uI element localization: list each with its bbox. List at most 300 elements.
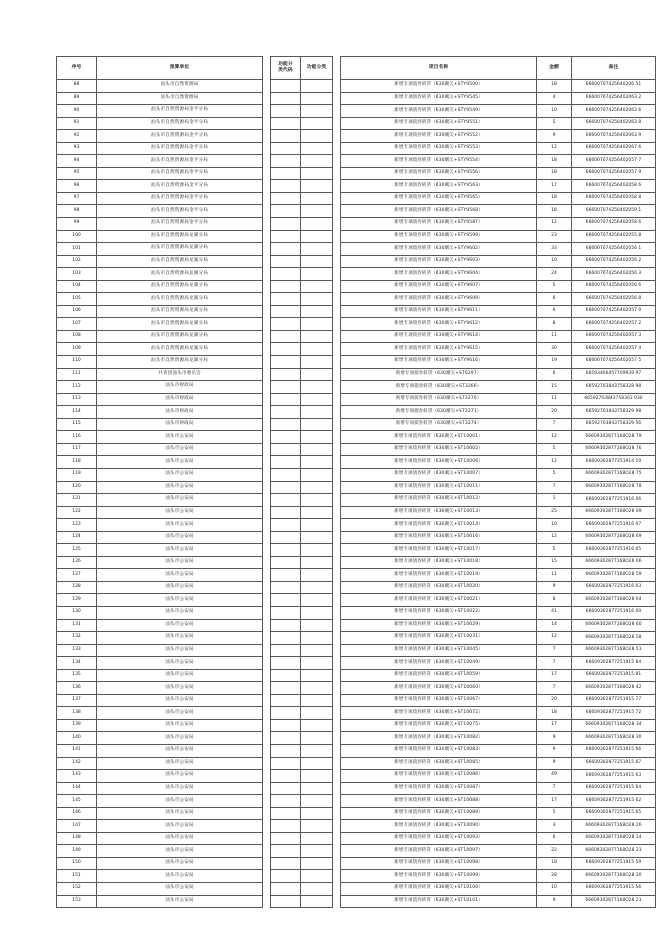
- cell-project-name: 新增专项债券转贷（630潮欠+STY9604）: [341, 268, 537, 281]
- cell-remark: 666007074256402057 3: [572, 330, 656, 343]
- header-row: [57, 57, 656, 80]
- cell-amount: 18: [537, 80, 572, 93]
- cell-gap-right: [333, 80, 341, 93]
- cell-remark: 66609302877168O28 66: [572, 556, 656, 569]
- cell-project-name: 新增专项债券转贷（630潮欠+ST3270）: [341, 393, 537, 406]
- cell-function-class: [301, 431, 333, 444]
- cell-sequence-number: 139: [57, 719, 97, 732]
- cell-function-class: [301, 857, 333, 870]
- table-row: [57, 318, 656, 331]
- cell-function-class: [301, 657, 333, 670]
- cell-remark: 66609302877251915 59: [572, 857, 656, 870]
- cell-amount: 6: [537, 832, 572, 845]
- cell-function-code: [271, 594, 301, 607]
- cell-function-class: [301, 732, 333, 745]
- table-row: [57, 795, 656, 808]
- cell-budget-unit: 汕头市公安局: [97, 431, 263, 444]
- cell-gap-left: [263, 481, 271, 494]
- cell-function-code: [271, 657, 301, 670]
- cell-amount: 10: [537, 883, 572, 896]
- cell-gap-right: [333, 519, 341, 532]
- cell-gap-right: [333, 494, 341, 507]
- cell-amount: 33: [537, 243, 572, 256]
- cell-function-class: [301, 105, 333, 118]
- cell-sequence-number: 126: [57, 556, 97, 569]
- table-row: [57, 456, 656, 469]
- cell-gap-right: [333, 368, 341, 381]
- cell-budget-unit: 汕头市公安局: [97, 795, 263, 808]
- cell-sequence-number: 92: [57, 130, 97, 143]
- cell-budget-unit: 汕头市自然资源局金平分局: [97, 180, 263, 193]
- cell-gap-left: [263, 230, 271, 243]
- cell-sequence-number: 124: [57, 531, 97, 544]
- cell-sequence-number: 136: [57, 682, 97, 695]
- cell-project-name: 新增专项债券转贷（630潮欠+ST10099）: [341, 870, 537, 883]
- cell-function-class: [301, 230, 333, 243]
- cell-gap-right: [333, 92, 341, 105]
- cell-remark: 66609302877168O28 21: [572, 895, 656, 908]
- cell-gap-left: [263, 356, 271, 369]
- cell-project-name: 新增专项债券转贷（630潮欠+ST3271）: [341, 406, 537, 419]
- cell-sequence-number: 120: [57, 481, 97, 494]
- cell-function-code: [271, 230, 301, 243]
- cell-remark: 66609302877168O28 58: [572, 632, 656, 645]
- table-row: [57, 343, 656, 356]
- cell-function-code: [271, 468, 301, 481]
- cell-gap-right: [333, 883, 341, 896]
- cell-sequence-number: 135: [57, 669, 97, 682]
- cell-gap-right: [333, 418, 341, 431]
- cell-function-class: [301, 155, 333, 168]
- cell-gap-left: [263, 707, 271, 720]
- header-function-code: [271, 57, 301, 80]
- cell-budget-unit: 汕头市自然资源局龙湖分局: [97, 305, 263, 318]
- cell-remark: 66609302877251915 64: [572, 782, 656, 795]
- cell-function-class: [301, 506, 333, 519]
- cell-project-name: 新增专项债券转贷（630潮欠+ST10049）: [341, 657, 537, 670]
- table-row: [57, 255, 656, 268]
- cell-function-class: [301, 418, 333, 431]
- cell-function-code: [271, 481, 301, 494]
- cell-amount: 19: [537, 356, 572, 369]
- header-unit: 预算单位: [97, 57, 263, 80]
- cell-gap-left: [263, 569, 271, 582]
- cell-function-code: [271, 832, 301, 845]
- cell-function-code: [271, 581, 301, 594]
- cell-sequence-number: 112: [57, 381, 97, 394]
- cell-project-name: 新增专项债券转贷（630潮欠+STY9602）: [341, 243, 537, 256]
- table-row: [57, 744, 656, 757]
- cell-gap-left: [263, 632, 271, 645]
- cell-remark: 666007074256402056 8: [572, 293, 656, 306]
- cell-function-class: [301, 544, 333, 557]
- cell-function-class: [301, 556, 333, 569]
- cell-budget-unit: 汕头市自然资源局龙湖分局: [97, 318, 263, 331]
- cell-remark: 666007074256402057 5: [572, 356, 656, 369]
- table-row: [57, 506, 656, 519]
- cell-budget-unit: 汕头市公安局: [97, 719, 263, 732]
- cell-budget-unit: 汕头市自然资源局龙湖分局: [97, 230, 263, 243]
- cell-budget-unit: 汕头市公安局: [97, 569, 263, 582]
- cell-gap-left: [263, 381, 271, 394]
- table-row: [57, 694, 656, 707]
- cell-function-code: [271, 669, 301, 682]
- cell-project-name: 新增专项债券转贷（630潮欠+STY9607）: [341, 280, 537, 293]
- cell-remark: 66609302877168O28 51: [572, 644, 656, 657]
- cell-budget-unit: 汕头市公安局: [97, 606, 263, 619]
- table-row: [57, 130, 656, 143]
- cell-gap-left: [263, 218, 271, 231]
- cell-amount: 5: [537, 443, 572, 456]
- cell-project-name: 新增专项债券转贷（630潮欠+STY9611）: [341, 305, 537, 318]
- cell-function-code: [271, 606, 301, 619]
- cell-gap-right: [333, 556, 341, 569]
- cell-budget-unit: 汕头市公安局: [97, 744, 263, 757]
- cell-project-name: 新增专项债券转贷（630潮欠+STY9599）: [341, 230, 537, 243]
- cell-function-class: [301, 117, 333, 130]
- budget-table: [56, 56, 656, 908]
- cell-amount: 8: [537, 594, 572, 607]
- cell-project-name: 新增专项债券转贷（630潮欠+ST3266）: [341, 381, 537, 394]
- cell-sequence-number: 132: [57, 632, 97, 645]
- cell-gap-right: [333, 255, 341, 268]
- cell-amount: 14: [537, 619, 572, 632]
- table-row: [57, 757, 656, 770]
- cell-project-name: 新增专项债券转贷（630潮欠+ST10031）: [341, 632, 537, 645]
- cell-function-code: [271, 757, 301, 770]
- cell-sequence-number: 116: [57, 431, 97, 444]
- table-row: [57, 594, 656, 607]
- cell-gap-right: [333, 142, 341, 155]
- cell-function-code: [271, 305, 301, 318]
- cell-project-name: 新增专项债券转贷（630潮欠+ST10020）: [341, 581, 537, 594]
- cell-function-class: [301, 531, 333, 544]
- cell-sequence-number: 125: [57, 544, 97, 557]
- cell-project-name: 新增专项债券转贷（630潮欠+ST10090）: [341, 820, 537, 833]
- cell-function-class: [301, 581, 333, 594]
- cell-function-code: [271, 694, 301, 707]
- cell-gap-right: [333, 606, 341, 619]
- cell-gap-right: [333, 293, 341, 306]
- cell-project-name: 新增专项债券转贷（630潮欠+STY9614）: [341, 330, 537, 343]
- table-row: [57, 431, 656, 444]
- cell-gap-left: [263, 732, 271, 745]
- cell-function-code: [271, 870, 301, 883]
- cell-function-class: [301, 468, 333, 481]
- cell-amount: 18: [537, 167, 572, 180]
- cell-project-name: 新增专项债券转贷（630潮欠+STY9551）: [341, 117, 537, 130]
- cell-function-class: [301, 644, 333, 657]
- cell-sequence-number: 88: [57, 80, 97, 93]
- cell-remark: 66609302877251916 06: [572, 494, 656, 507]
- cell-gap-right: [333, 406, 341, 419]
- cell-budget-unit: 汕头市公安局: [97, 481, 263, 494]
- cell-project-name: 新增专项债券转贷（630潮欠+ST10100）: [341, 883, 537, 896]
- cell-function-code: [271, 732, 301, 745]
- cell-amount: 18: [537, 707, 572, 720]
- cell-function-class: [301, 569, 333, 582]
- cell-budget-unit: 汕头市公安局: [97, 657, 263, 670]
- header-seq: 序号: [57, 57, 97, 80]
- table-row: [57, 381, 656, 394]
- cell-sequence-number: 113: [57, 393, 97, 406]
- cell-amount: 5: [537, 468, 572, 481]
- cell-budget-unit: 汕头市自然资源局龙湖分局: [97, 293, 263, 306]
- cell-gap-left: [263, 744, 271, 757]
- cell-budget-unit: 汕头市自然资源局: [97, 80, 263, 93]
- cell-gap-left: [263, 494, 271, 507]
- cell-function-class: [301, 845, 333, 858]
- cell-budget-unit: 汕头市公安局: [97, 845, 263, 858]
- table-row: [57, 481, 656, 494]
- cell-project-name: 新增专项债券转贷（630潮欠+STY9549）: [341, 105, 537, 118]
- cell-function-class: [301, 795, 333, 808]
- cell-function-code: [271, 280, 301, 293]
- cell-function-class: [301, 807, 333, 820]
- cell-function-class: [301, 80, 333, 93]
- cell-remark: 666007074256402058 6: [572, 218, 656, 231]
- cell-gap-left: [263, 682, 271, 695]
- cell-gap-left: [263, 832, 271, 845]
- cell-function-code: [271, 130, 301, 143]
- cell-remark: 666007074256402063 6: [572, 105, 656, 118]
- cell-gap-left: [263, 280, 271, 293]
- cell-remark: 66609302877168O28 76: [572, 443, 656, 456]
- cell-gap-right: [333, 857, 341, 870]
- table-row: [57, 719, 656, 732]
- cell-sequence-number: 144: [57, 782, 97, 795]
- cell-gap-right: [333, 192, 341, 205]
- cell-budget-unit: 汕头市公安局: [97, 807, 263, 820]
- table-row: [57, 368, 656, 381]
- cell-remark: 666007074256402058 6: [572, 180, 656, 193]
- cell-budget-unit: 汕头市公安局: [97, 732, 263, 745]
- cell-remark: 66600707425640206 51: [572, 80, 656, 93]
- cell-function-code: [271, 80, 301, 93]
- cell-function-class: [301, 619, 333, 632]
- cell-function-code: [271, 268, 301, 281]
- cell-function-code: [271, 895, 301, 908]
- cell-gap-left: [263, 205, 271, 218]
- cell-budget-unit: 汕头市财政局: [97, 406, 263, 419]
- cell-budget-unit: 汕头市自然资源局金平分局: [97, 142, 263, 155]
- table-row: [57, 406, 656, 419]
- cell-project-name: 新增专项债券转贷（630潮欠+ST10089）: [341, 807, 537, 820]
- table-row: [57, 895, 656, 908]
- cell-remark: 66609302877251916 05: [572, 544, 656, 557]
- cell-project-name: 新增专项债券转贷（630潮欠+ST10083）: [341, 744, 537, 757]
- cell-budget-unit: 汕头市公安局: [97, 581, 263, 594]
- cell-budget-unit: 汕头市公安局: [97, 757, 263, 770]
- cell-gap-left: [263, 130, 271, 143]
- table-row: [57, 857, 656, 870]
- cell-gap-left: [263, 167, 271, 180]
- cell-amount: 17: [537, 669, 572, 682]
- cell-gap-left: [263, 782, 271, 795]
- cell-gap-right: [333, 393, 341, 406]
- cell-gap-left: [263, 456, 271, 469]
- header-project: 项目名称: [341, 57, 537, 80]
- cell-budget-unit: 汕头市公安局: [97, 857, 263, 870]
- cell-function-class: [301, 770, 333, 783]
- cell-function-code: [271, 105, 301, 118]
- cell-remark: 66609302877251915 62: [572, 795, 656, 808]
- cell-gap-left: [263, 406, 271, 419]
- table-row: [57, 707, 656, 720]
- table-row: [57, 544, 656, 557]
- cell-sequence-number: 114: [57, 406, 97, 419]
- cell-project-name: 新增专项债券转贷（630潮欠+STY9568）: [341, 205, 537, 218]
- cell-sequence-number: 100: [57, 230, 97, 243]
- cell-sequence-number: 146: [57, 807, 97, 820]
- cell-function-class: [301, 694, 333, 707]
- cell-project-name: 新增专项债券转贷（630潮欠+ST10006）: [341, 456, 537, 469]
- cell-budget-unit: 汕头市公安局: [97, 770, 263, 783]
- cell-project-name: 新增专项债券转贷（630潮欠+ST10098）: [341, 857, 537, 870]
- cell-gap-right: [333, 167, 341, 180]
- table-row: [57, 305, 656, 318]
- cell-sequence-number: 91: [57, 117, 97, 130]
- table-row: [57, 243, 656, 256]
- table-row: [57, 218, 656, 231]
- cell-gap-left: [263, 657, 271, 670]
- cell-remark: 66609302877168O28 59: [572, 569, 656, 582]
- cell-function-class: [301, 293, 333, 306]
- cell-sequence-number: 115: [57, 418, 97, 431]
- cell-project-name: 新增专项债券转贷（630潮欠+ST10088）: [341, 795, 537, 808]
- cell-function-code: [271, 255, 301, 268]
- cell-function-class: [301, 205, 333, 218]
- cell-function-code: [271, 293, 301, 306]
- cell-function-code: [271, 519, 301, 532]
- cell-function-code: [271, 770, 301, 783]
- cell-budget-unit: 汕头市自然资源局龙湖分局: [97, 330, 263, 343]
- cell-budget-unit: 汕头市公安局: [97, 456, 263, 469]
- table-row: [57, 732, 656, 745]
- cell-project-name: 新增专项债券转贷（630潮欠+ST3274）: [341, 418, 537, 431]
- table-row: [57, 443, 656, 456]
- cell-function-code: [271, 632, 301, 645]
- cell-project-name: 新增专项债券转贷（630潮欠+ST10016）: [341, 531, 537, 544]
- cell-amount: 7: [537, 644, 572, 657]
- cell-amount: 7: [537, 481, 572, 494]
- cell-amount: 17: [537, 795, 572, 808]
- cell-sequence-number: 121: [57, 494, 97, 507]
- cell-gap-left: [263, 581, 271, 594]
- cell-budget-unit: 汕头市公安局: [97, 531, 263, 544]
- cell-function-class: [301, 719, 333, 732]
- cell-budget-unit: 汕头市自然资源局龙湖分局: [97, 280, 263, 293]
- cell-function-class: [301, 218, 333, 231]
- cell-amount: 15: [537, 556, 572, 569]
- cell-gap-left: [263, 468, 271, 481]
- cell-gap-right: [333, 581, 341, 594]
- cell-gap-right: [333, 657, 341, 670]
- cell-amount: 17: [537, 719, 572, 732]
- cell-gap-right: [333, 218, 341, 231]
- cell-sequence-number: 141: [57, 744, 97, 757]
- cell-budget-unit: 汕头市自然资源局龙湖分局: [97, 356, 263, 369]
- cell-amount: 10: [537, 255, 572, 268]
- cell-sequence-number: 104: [57, 280, 97, 293]
- table-row: [57, 92, 656, 105]
- cell-amount: 9: [537, 732, 572, 745]
- cell-gap-right: [333, 770, 341, 783]
- cell-amount: 12: [537, 456, 572, 469]
- table-row: [57, 142, 656, 155]
- cell-gap-left: [263, 117, 271, 130]
- cell-budget-unit: 汕头市自然资源局金平分局: [97, 218, 263, 231]
- cell-budget-unit: 汕头市公安局: [97, 682, 263, 695]
- cell-sequence-number: 122: [57, 506, 97, 519]
- cell-project-name: 新增专项债券转贷（630潮欠+STY9500）: [341, 80, 537, 93]
- cell-gap-left: [263, 544, 271, 557]
- cell-gap-left: [263, 719, 271, 732]
- cell-function-code: [271, 456, 301, 469]
- cell-function-class: [301, 142, 333, 155]
- table-row: [57, 606, 656, 619]
- cell-gap-right: [333, 682, 341, 695]
- cell-gap-right: [333, 870, 341, 883]
- cell-project-name: 新增专项债券转贷（630潮欠+ST10072）: [341, 707, 537, 720]
- cell-amount: 7: [537, 782, 572, 795]
- cell-amount: 9: [537, 744, 572, 757]
- table-row: [57, 117, 656, 130]
- table-row: [57, 657, 656, 670]
- cell-budget-unit: 汕头市公安局: [97, 832, 263, 845]
- cell-gap-right: [333, 820, 341, 833]
- cell-budget-unit: 汕头市公安局: [97, 820, 263, 833]
- cell-project-name: 新增专项债券转贷（630潮欠+ST10093）: [341, 832, 537, 845]
- cell-project-name: 新增专项债券转贷（630潮欠+ST10067）: [341, 694, 537, 707]
- cell-sequence-number: 94: [57, 155, 97, 168]
- cell-budget-unit: 汕头市自然资源局金平分局: [97, 117, 263, 130]
- cell-remark: 66609302877168O28 69: [572, 531, 656, 544]
- cell-remark: 66609302877251915 66: [572, 744, 656, 757]
- cell-gap-left: [263, 556, 271, 569]
- cell-function-class: [301, 330, 333, 343]
- cell-gap-left: [263, 155, 271, 168]
- table-row: [57, 531, 656, 544]
- table-row: [57, 832, 656, 845]
- cell-remark: 66609302877251915 77: [572, 694, 656, 707]
- cell-function-code: [271, 707, 301, 720]
- cell-function-code: [271, 368, 301, 381]
- cell-project-name: 新增专项债券转贷（630潮欠+STY9609）: [341, 293, 537, 306]
- cell-function-code: [271, 393, 301, 406]
- cell-remark: 66609302877251915 72: [572, 707, 656, 720]
- cell-sequence-number: 89: [57, 92, 97, 105]
- cell-function-class: [301, 820, 333, 833]
- cell-function-code: [271, 619, 301, 632]
- cell-amount: 6: [537, 293, 572, 306]
- cell-project-name: 新增专项债券转贷（630潮欠+ST10085）: [341, 757, 537, 770]
- table-row: [57, 883, 656, 896]
- cell-budget-unit: 汕头市公安局: [97, 895, 263, 908]
- cell-project-name: 新增专项债券转贷（630潮欠+STY9563）: [341, 180, 537, 193]
- cell-budget-unit: 汕头市财政局: [97, 393, 263, 406]
- cell-function-class: [301, 669, 333, 682]
- cell-project-name: 新增专项债券转贷（630潮欠+STY9553）: [341, 142, 537, 155]
- cell-amount: 8: [537, 318, 572, 331]
- cell-remark: 66609302877251915 63: [572, 770, 656, 783]
- cell-project-name: 新增专项债券转贷（630潮欠+ST10060）: [341, 682, 537, 695]
- cell-gap-right: [333, 632, 341, 645]
- cell-gap-right: [333, 318, 341, 331]
- cell-remark: 666007074256402063 8: [572, 117, 656, 130]
- cell-project-name: 新增专项债券转贷（630潮欠+STY9554）: [341, 155, 537, 168]
- cell-budget-unit: 汕头市公安局: [97, 870, 263, 883]
